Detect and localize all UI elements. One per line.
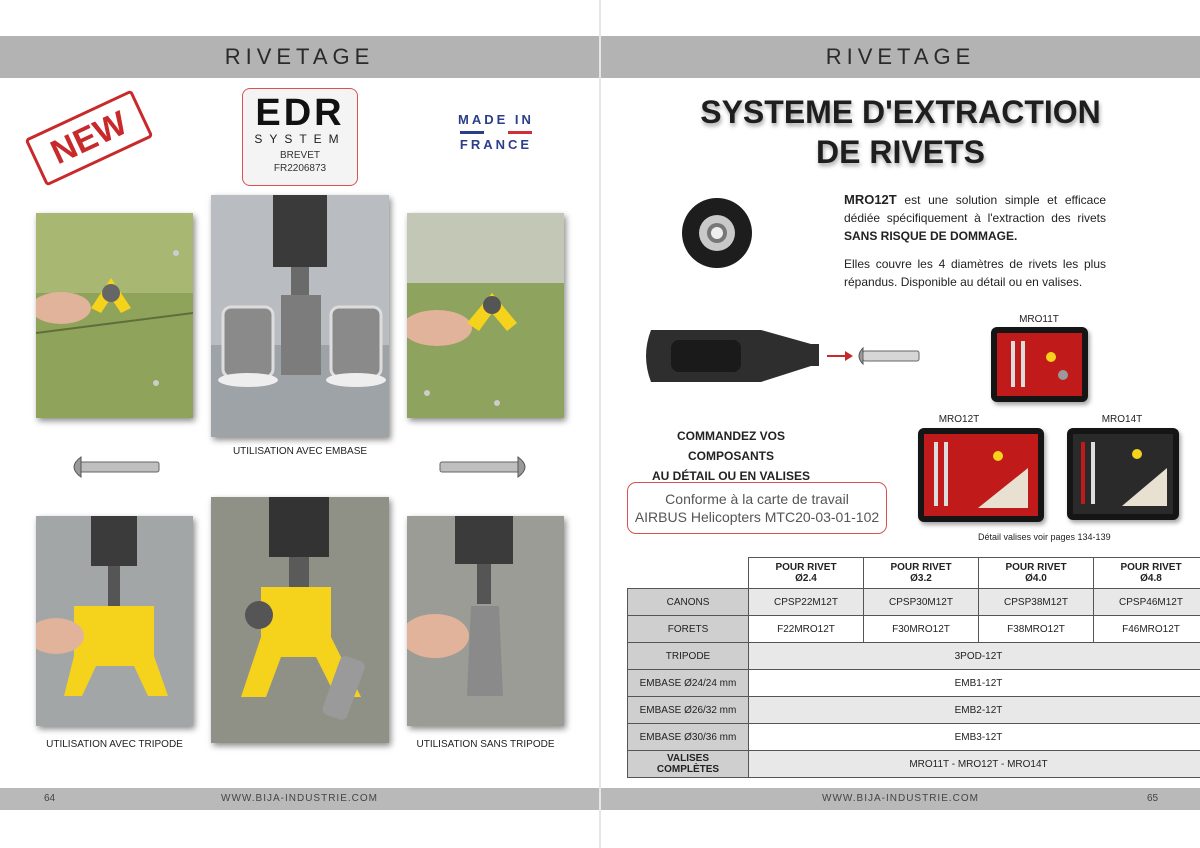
kit-detail-note: Détail valises voir pages 134-139: [978, 532, 1111, 542]
table-row: [628, 697, 1200, 724]
intro-emphasis: SANS RISQUE DE DOMMAGE.: [844, 229, 1018, 243]
photo-tripod-angled: [407, 213, 564, 418]
intro-paragraph-2: Elles couvre les 4 diamètres de rivets les plus répandus. Disponible au détail ou en valises.: [844, 257, 1106, 289]
order-text: [641, 426, 821, 486]
patent-number: FR2206873: [273, 163, 327, 174]
french-flag-stripe: [460, 131, 532, 134]
column-header: POUR RIVET Ø4.0: [979, 558, 1094, 589]
table-cell: MRO11T - MRO12T - MRO14T: [749, 751, 1200, 778]
kit-label-mro14t: MRO14T: [1101, 414, 1143, 425]
table-row: [628, 751, 1200, 778]
photo-tripod-on-panel: [36, 213, 193, 418]
row-label: EMBASE Ø26/32 mm: [628, 697, 749, 724]
right-page-footer: [601, 788, 1200, 810]
compliance-box: [627, 482, 887, 534]
table-corner: [628, 558, 749, 589]
table-cell: CPSP22M12T: [749, 589, 864, 616]
right-page-header: RIVETAGE: [601, 36, 1200, 78]
kit-case-mro11t: [991, 327, 1088, 402]
order-line-1: COMMANDEZ VOS COMPOSANTS: [677, 429, 785, 463]
made-in-france-logo: [454, 110, 538, 155]
table-header-row: [628, 558, 1200, 589]
table-cell: CPSP38M12T: [979, 589, 1094, 616]
photo-drill-without-tripod: [407, 516, 564, 726]
table-cell: F46MRO12T: [1094, 616, 1200, 643]
title-line-2: DE RIVETS: [816, 134, 985, 170]
table-cell: CPSP30M12T: [864, 589, 979, 616]
intro-text-1: est une solution simple et efficace dédiée spécifiquement à l'extraction des rivets: [844, 193, 1106, 225]
edr-logo-title: EDR: [255, 92, 345, 134]
table-cell: EMB1-12T: [749, 670, 1200, 697]
france-text: FRANCE: [459, 137, 533, 152]
row-label: FORETS: [628, 616, 749, 643]
table-row: [628, 724, 1200, 751]
patent-label: BREVET: [279, 150, 320, 161]
right-page: [601, 0, 1200, 848]
caption-sans-tripode: UTILISATION SANS TRIPODE: [416, 739, 555, 750]
edr-system-logo: [242, 88, 358, 186]
left-page-footer: [0, 788, 599, 810]
table-row: [628, 616, 1200, 643]
extractor-tool-illustration: [641, 326, 926, 388]
product-code: MRO12T: [844, 192, 897, 207]
row-label: EMBASE Ø24/24 mm: [628, 670, 749, 697]
rivet-illustration-right: [438, 456, 532, 478]
column-header: POUR RIVET Ø3.2: [864, 558, 979, 589]
caption-tripode: UTILISATION AVEC TRIPODE: [46, 739, 183, 750]
made-in-text: MADE IN: [458, 112, 534, 127]
kit-label-mro11t: MRO11T: [1019, 314, 1059, 325]
page-number-right: 65: [1147, 793, 1159, 804]
photo-drill-with-tripod: [36, 516, 193, 726]
table-cell: F30MRO12T: [864, 616, 979, 643]
table-row: [628, 589, 1200, 616]
row-label: VALISES COMPLÈTES: [628, 751, 749, 778]
photo-drill-tripod-closeup: [211, 497, 389, 743]
left-page-header: RIVETAGE: [0, 36, 599, 78]
table-row: [628, 643, 1200, 670]
rivet-illustration-left: [67, 456, 161, 478]
spec-table: [627, 557, 1200, 778]
order-line-2: AU DÉTAIL OU EN VALISES: [651, 469, 810, 483]
compliance-line-2: AIRBUS Helicopters MTC20-03-01-102: [634, 509, 880, 525]
kit-label-mro12t: MRO12T: [938, 414, 980, 425]
table-cell: EMB3-12T: [749, 724, 1200, 751]
left-page: [0, 0, 599, 848]
footer-url-right: WWW.BIJA-INDUSTRIE.COM: [822, 793, 979, 804]
table-cell: 3POD-12T: [749, 643, 1200, 670]
table-cell: EMB2-12T: [749, 697, 1200, 724]
table-row: [628, 670, 1200, 697]
title-line-1: SYSTEME D'EXTRACTION: [700, 94, 1101, 130]
table-cell: F22MRO12T: [749, 616, 864, 643]
kit-case-mro12t: [918, 428, 1044, 522]
row-label: EMBASE Ø30/36 mm: [628, 724, 749, 751]
footer-url-left: WWW.BIJA-INDUSTRIE.COM: [221, 793, 378, 804]
table-cell: F38MRO12T: [979, 616, 1094, 643]
photo-drill-with-embase: [211, 195, 389, 437]
page-number-left: 64: [44, 793, 56, 804]
page-title: [601, 92, 1200, 172]
caption-embase: UTILISATION AVEC EMBASE: [232, 446, 368, 457]
table-cell: CPSP46M12T: [1094, 589, 1200, 616]
intro-text: [844, 191, 1106, 301]
column-header: POUR RIVET Ø2.4: [749, 558, 864, 589]
column-header: POUR RIVET Ø4.8: [1094, 558, 1200, 589]
new-badge: NEW: [25, 90, 154, 187]
edr-logo-subtitle: SYSTEM: [254, 132, 346, 146]
row-label: CANONS: [628, 589, 749, 616]
compliance-line-1: Conforme à la carte de travail: [665, 491, 849, 507]
extractor-disc-image: [680, 196, 754, 270]
kit-case-mro14t: [1067, 428, 1179, 520]
row-label: TRIPODE: [628, 643, 749, 670]
intro-paragraph-1: [844, 191, 1106, 245]
